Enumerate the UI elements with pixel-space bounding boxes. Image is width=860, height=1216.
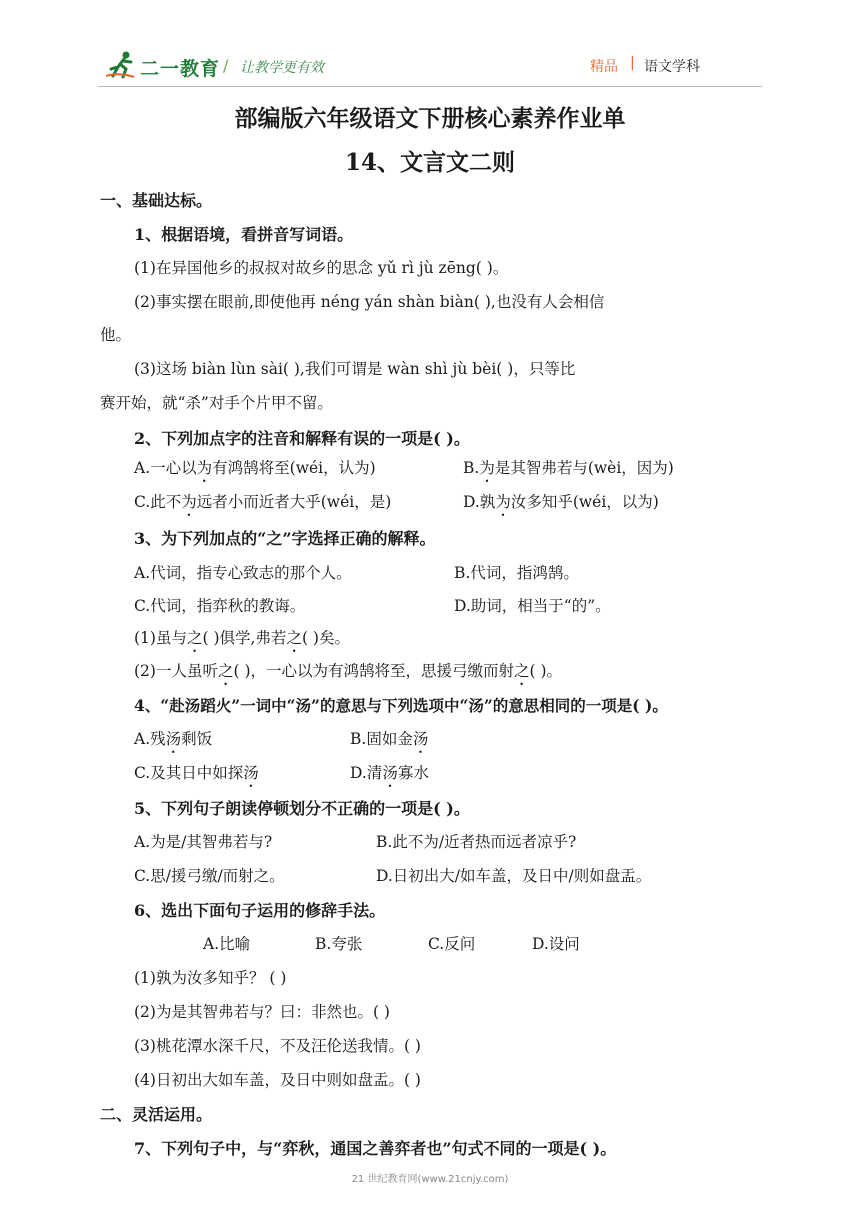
- q1-line-1: (1)在异国他乡的叔叔对故乡的思念 yǔ rì jù zēng( )。: [134, 259, 509, 277]
- q3-line-2: (2)一人虽听之( )，一心以为有鸿鹄将至，思援弓缴而射之( )。: [134, 662, 563, 680]
- q2-option-c: C.此不为远者小而近者大乎(wéi，是): [134, 493, 392, 511]
- section-2-heading: 二、灵活运用。: [100, 1105, 213, 1124]
- q6-option-c: C.反问: [428, 935, 476, 953]
- q6-option-d: D.设问: [532, 935, 580, 953]
- q6-option-b: B.夸张: [315, 935, 363, 953]
- q2-option-a: A.一心以为有鸿鹄将至(wéi，认为): [134, 459, 376, 477]
- q3-line-1: (1)虽与之( )俱学,弗若之( )矣。: [134, 629, 350, 647]
- q6-line-4: (4)日初出大如车盖，及日中则如盘盂。( ): [134, 1071, 421, 1089]
- q3-l2-dotted-char-2: 之: [514, 662, 530, 680]
- q5-option-d: D.日初出大/如车盖，及日中/则如盘盂。: [376, 867, 652, 885]
- q7-title: 7、下列句子中，与“弈秋，通国之善弈者也”句式不同的一项是( )。: [134, 1139, 617, 1158]
- q1-line-2: (2)事实摆在眼前,即使他再 néng yán shàn biàn( ),也没有人会相信: [134, 293, 605, 311]
- q5-option-a: A.为是/其智弗若与?: [134, 833, 273, 851]
- q4-title: 4、“赴汤蹈火”一词中“汤”的意思与下列选项中“汤”的意思相同的一项是( )。: [134, 696, 668, 715]
- q3-l2-dotted-char-1: 之: [217, 662, 234, 680]
- q2-title: 2、下列加点字的注音和解释有误的一项是( )。: [134, 429, 470, 448]
- q1-title: 1、根据语境，看拼音写词语。: [134, 225, 354, 244]
- q4-option-b: B.固如金汤: [350, 730, 429, 748]
- q4-a-dotted-char: 汤: [165, 730, 182, 748]
- q6-line-2: (2)为是其智弗若与？曰：非然也。( ): [134, 1003, 390, 1021]
- runner-logo-icon: [106, 50, 136, 80]
- q5-option-c: C.思/援弓缴/而射之。: [134, 867, 285, 885]
- q3-option-d: D.助词，相当于“的”。: [454, 597, 611, 615]
- q2-option-b: B.为是其智弗若与(wèi，因为): [463, 459, 674, 477]
- header-jingpin: 精品: [590, 59, 618, 75]
- q2-d-dotted-char: 为: [495, 493, 511, 511]
- page-title: 部编版六年级语文下册核心素养作业单: [234, 105, 626, 132]
- q4-b-dotted-char: 汤: [412, 730, 429, 748]
- q3-option-c: C.代词，指弈秋的教诲。: [134, 597, 306, 615]
- header-subject: 语文学科: [644, 59, 700, 75]
- q4-option-a: A.残汤剩饭: [134, 730, 213, 748]
- q4-c-dotted-char: 汤: [243, 764, 259, 782]
- page-footer: 21 世纪教育网(www.21cnjy.com): [351, 1174, 509, 1185]
- q3-option-b: B.代词，指鸿鹄。: [454, 564, 579, 582]
- q1-line-2-cont: 他。: [100, 326, 132, 344]
- q2-b-dotted-char: 为: [479, 459, 495, 477]
- page-subtitle: 14、文言文二则: [344, 149, 515, 176]
- q5-title: 5、下列句子朗读停顿划分不正确的一项是( )。: [134, 799, 470, 818]
- header-slogan: 让教学更有效: [240, 60, 324, 76]
- q3-option-a: A.代词，指专心致志的那个人。: [134, 564, 352, 582]
- q6-title: 6、选出下面句子运用的修辞手法。: [134, 901, 386, 920]
- q1-line-3-cont: 赛开始，就“杀”对手个片甲不留。: [100, 394, 333, 412]
- logo-text: 二一教育: [140, 58, 221, 80]
- q6-option-a: A.比喻: [203, 935, 251, 953]
- section-1-heading: 一、基础达标。: [100, 191, 213, 210]
- q5-option-b: B.此不为/近者热而远者凉乎?: [376, 833, 577, 851]
- q4-option-d: D.清汤寡水: [350, 764, 429, 782]
- q6-line-1: (1)孰为汝多知乎？ ( ): [134, 969, 287, 987]
- header-divider: |: [630, 55, 635, 71]
- header-rule: [98, 86, 762, 87]
- q1-line-3: (3)这场 biàn lùn sài( ),我们可谓是 wàn shì jù bèi( )，只等比: [134, 360, 576, 378]
- q3-l1-dotted-char-2: 之: [286, 629, 302, 647]
- q4-option-c: C.及其日中如探汤: [134, 764, 259, 782]
- header-slash: /: [223, 56, 229, 75]
- q3-l1-dotted-char-1: 之: [186, 629, 203, 647]
- q4-d-dotted-char: 汤: [382, 764, 398, 782]
- q3-title: 3、为下列加点的“之”字选择正确的解释。: [134, 529, 436, 548]
- q6-line-3: (3)桃花潭水深千尺，不及汪伦送我情。( ): [134, 1037, 421, 1055]
- q2-c-dotted-char: 为: [181, 493, 197, 511]
- q2-a-dotted-char: 为: [196, 459, 213, 477]
- q2-option-d: D.孰为汝多知乎(wéi，以为): [463, 493, 659, 511]
